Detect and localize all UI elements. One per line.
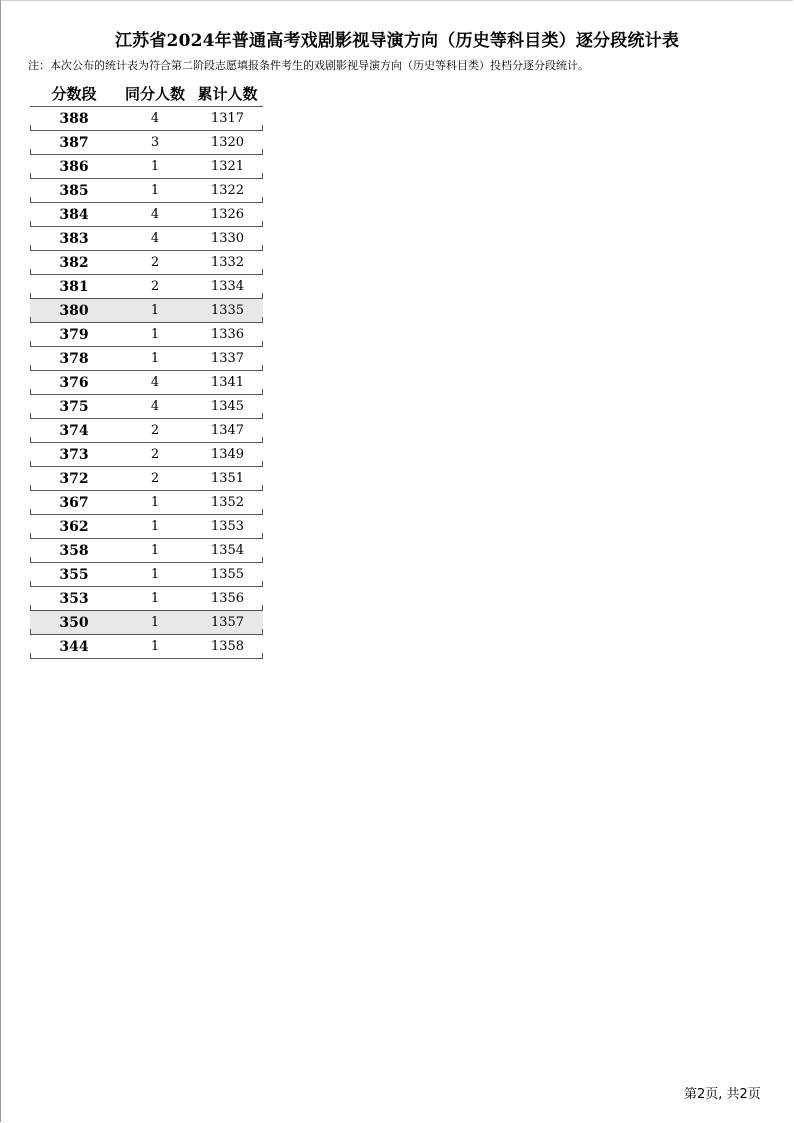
- cell-count: 1: [118, 179, 192, 203]
- cell-count: 3: [118, 131, 192, 155]
- table-row: [30, 563, 263, 587]
- table-row: [30, 275, 263, 299]
- cell-count: 2: [118, 419, 192, 443]
- cell-score: 380: [30, 299, 118, 323]
- table-row: [30, 107, 263, 131]
- cell-count: 4: [118, 107, 192, 131]
- cell-cumulative: 1352: [192, 491, 263, 515]
- table-row: [30, 515, 263, 539]
- cell-score: 373: [30, 443, 118, 467]
- header-score: 分数段: [30, 80, 118, 107]
- cell-cumulative: 1354: [192, 539, 263, 563]
- cell-score: 375: [30, 395, 118, 419]
- table-row: [30, 131, 263, 155]
- header-count: 同分人数: [118, 80, 192, 107]
- cell-count: 1: [118, 299, 192, 323]
- cell-cumulative: 1351: [192, 467, 263, 491]
- table-row: [30, 587, 263, 611]
- cell-score: 387: [30, 131, 118, 155]
- cell-score: 372: [30, 467, 118, 491]
- cell-count: 4: [118, 227, 192, 251]
- page-number: 第2页, 共2页: [684, 1087, 761, 1102]
- cell-count: 2: [118, 467, 192, 491]
- cell-score: 358: [30, 539, 118, 563]
- cell-score: 350: [30, 611, 118, 635]
- cell-cumulative: 1321: [192, 155, 263, 179]
- table-row: [30, 491, 263, 515]
- cell-count: 1: [118, 491, 192, 515]
- cell-score: 383: [30, 227, 118, 251]
- cell-score: 344: [30, 635, 118, 659]
- table-row: [30, 635, 263, 659]
- cell-cumulative: 1317: [192, 107, 263, 131]
- cell-count: 1: [118, 611, 192, 635]
- cell-count: 2: [118, 275, 192, 299]
- cell-score: 362: [30, 515, 118, 539]
- cell-score: 385: [30, 179, 118, 203]
- cell-count: 2: [118, 251, 192, 275]
- table-body: [30, 107, 263, 659]
- table-row: [30, 323, 263, 347]
- cell-cumulative: 1358: [192, 635, 263, 659]
- cell-count: 1: [118, 347, 192, 371]
- cell-cumulative: 1326: [192, 203, 263, 227]
- cell-cumulative: 1356: [192, 587, 263, 611]
- cell-count: 1: [118, 155, 192, 179]
- table-row: [30, 419, 263, 443]
- cell-count: 1: [118, 515, 192, 539]
- table-row: [30, 467, 263, 491]
- cell-score: 381: [30, 275, 118, 299]
- table-row: [30, 299, 263, 323]
- cell-cumulative: 1335: [192, 299, 263, 323]
- cell-score: 367: [30, 491, 118, 515]
- table-row: [30, 251, 263, 275]
- cell-score: 378: [30, 347, 118, 371]
- table-row: [30, 179, 263, 203]
- cell-score: 376: [30, 371, 118, 395]
- table-row: [30, 227, 263, 251]
- cell-cumulative: 1349: [192, 443, 263, 467]
- cell-cumulative: 1320: [192, 131, 263, 155]
- cell-score: 384: [30, 203, 118, 227]
- score-table: [30, 80, 263, 659]
- cell-count: 2: [118, 443, 192, 467]
- cell-count: 1: [118, 539, 192, 563]
- cell-count: 4: [118, 203, 192, 227]
- table-row: [30, 443, 263, 467]
- cell-score: 353: [30, 587, 118, 611]
- page-title: 江苏省2024年普通高考戏剧影视导演方向（历史等科目类）逐分段统计表: [114, 31, 680, 51]
- cell-score: 382: [30, 251, 118, 275]
- cell-score: 388: [30, 107, 118, 131]
- table-row: [30, 539, 263, 563]
- table-note: 注：本次公布的统计表为符合第二阶段志愿填报条件考生的戏剧影视导演方向（历史等科目类）投档分逐分段统计。: [28, 59, 589, 72]
- cell-cumulative: 1347: [192, 419, 263, 443]
- table-row: [30, 203, 263, 227]
- cell-score: 386: [30, 155, 118, 179]
- cell-cumulative: 1336: [192, 323, 263, 347]
- cell-cumulative: 1357: [192, 611, 263, 635]
- cell-count: 4: [118, 371, 192, 395]
- cell-cumulative: 1345: [192, 395, 263, 419]
- cell-cumulative: 1337: [192, 347, 263, 371]
- cell-count: 1: [118, 587, 192, 611]
- cell-cumulative: 1341: [192, 371, 263, 395]
- table-row: [30, 155, 263, 179]
- table-row: [30, 395, 263, 419]
- cell-score: 355: [30, 563, 118, 587]
- table-row: [30, 371, 263, 395]
- cell-cumulative: 1322: [192, 179, 263, 203]
- cell-count: 4: [118, 395, 192, 419]
- cell-count: 1: [118, 323, 192, 347]
- table-header-row: [30, 80, 263, 107]
- cell-score: 379: [30, 323, 118, 347]
- cell-score: 374: [30, 419, 118, 443]
- cell-cumulative: 1332: [192, 251, 263, 275]
- table-row: [30, 611, 263, 635]
- header-cumulative: 累计人数: [192, 80, 263, 107]
- cell-cumulative: 1330: [192, 227, 263, 251]
- cell-cumulative: 1334: [192, 275, 263, 299]
- cell-count: 1: [118, 635, 192, 659]
- cell-cumulative: 1355: [192, 563, 263, 587]
- table-row: [30, 347, 263, 371]
- cell-cumulative: 1353: [192, 515, 263, 539]
- cell-count: 1: [118, 563, 192, 587]
